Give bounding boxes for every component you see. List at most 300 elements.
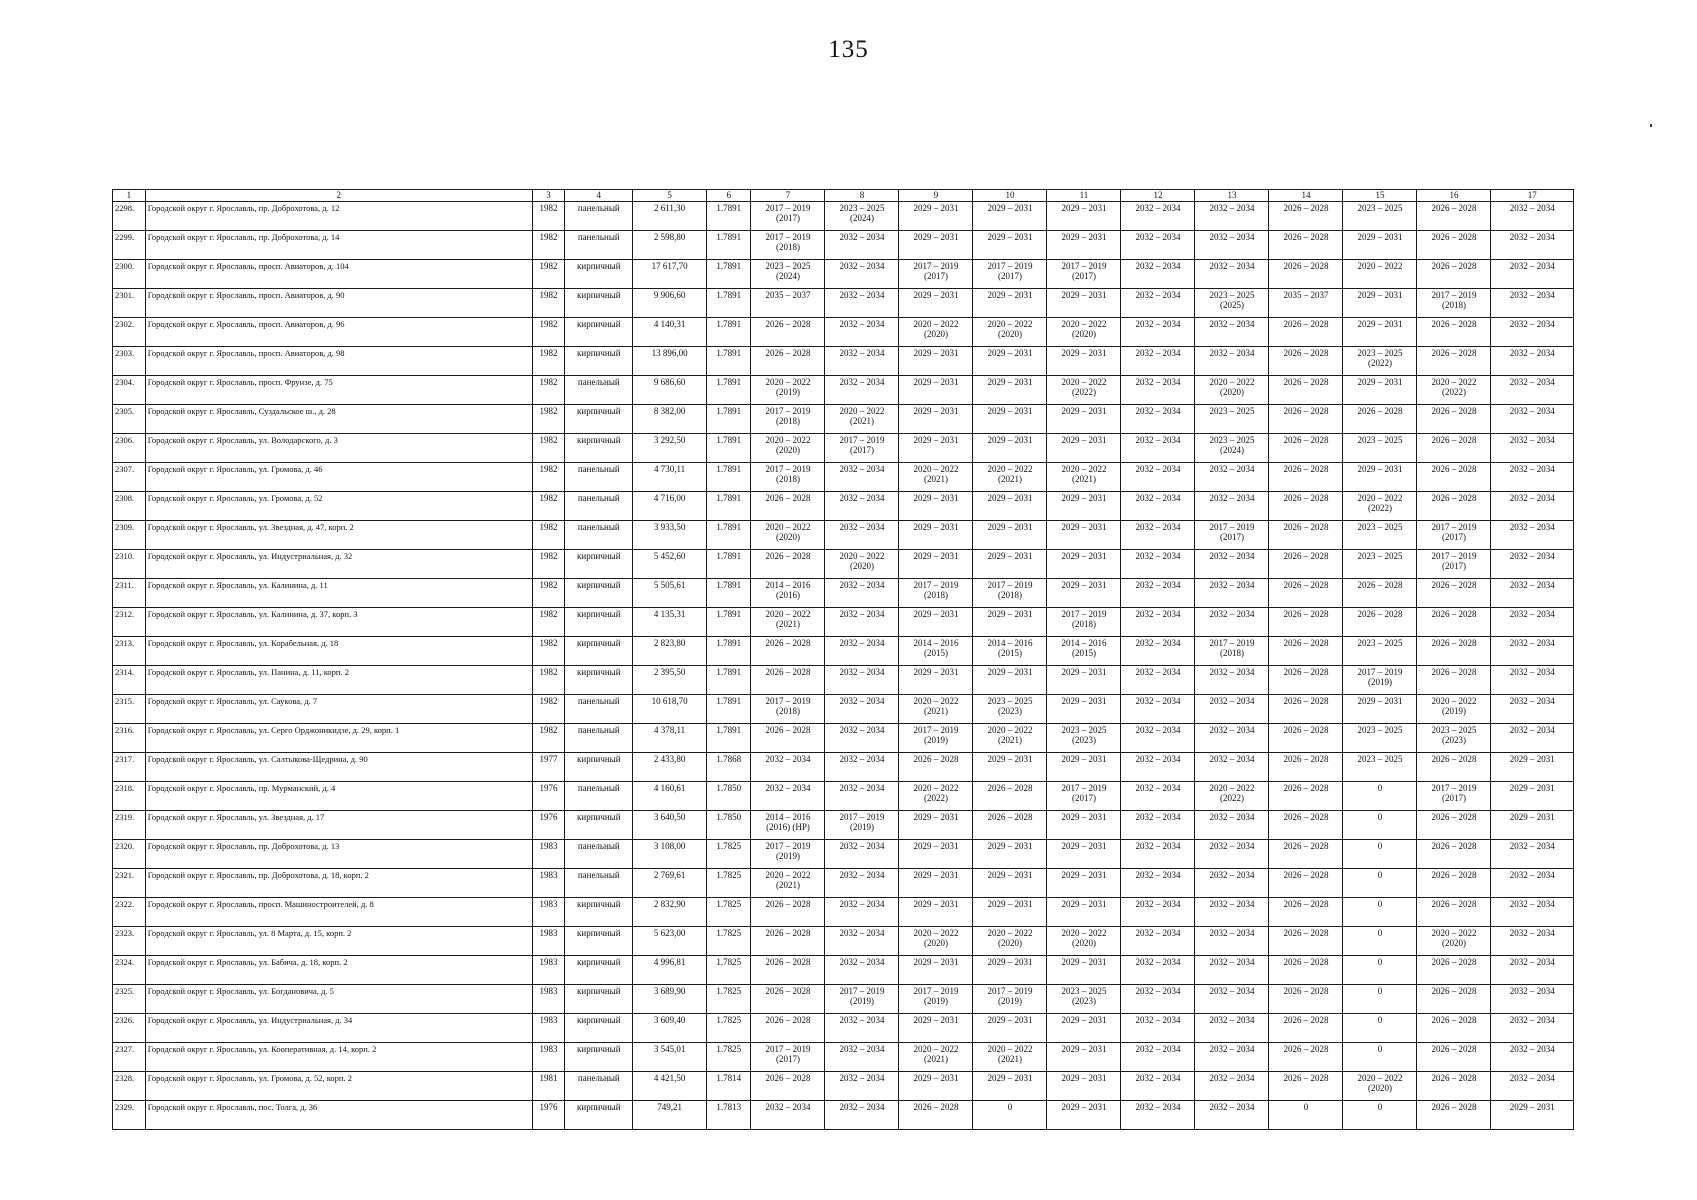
table-cell: панельный bbox=[565, 724, 633, 753]
table-cell: 2029 – 2031 bbox=[899, 869, 973, 898]
table-row bbox=[113, 898, 1574, 927]
table-cell: 2029 – 2031 bbox=[899, 231, 973, 260]
table-cell: 2029 – 2031 bbox=[1491, 1101, 1574, 1130]
table-cell: 2032 – 2034 bbox=[1195, 840, 1269, 869]
table-cell: 2026 – 2028 bbox=[1269, 202, 1343, 231]
table-cell: 1982 bbox=[532, 637, 565, 666]
table-cell: 2 769,61 bbox=[633, 869, 707, 898]
table-cell: 2032 – 2034 bbox=[825, 898, 899, 927]
table-cell: 2017 – 2019 (2017) bbox=[1417, 550, 1491, 579]
table-cell: 2035 – 2037 bbox=[1269, 289, 1343, 318]
table-cell: 2032 – 2034 bbox=[1491, 724, 1574, 753]
table-cell: 2029 – 2031 bbox=[1343, 289, 1417, 318]
table-cell: Городской округ г. Ярославль, просп. Авиаторов, д. 98 bbox=[145, 347, 532, 376]
table-cell: 2032 – 2034 bbox=[1195, 724, 1269, 753]
table-row bbox=[113, 1101, 1574, 1130]
header-row bbox=[113, 190, 1574, 202]
table-cell: 2032 – 2034 bbox=[1491, 695, 1574, 724]
table-cell: 2029 – 2031 bbox=[899, 811, 973, 840]
table-row bbox=[113, 231, 1574, 260]
table-cell: 2032 – 2034 bbox=[1121, 666, 1195, 695]
table-cell: 2298. bbox=[113, 202, 146, 231]
table-cell: 2032 – 2034 bbox=[1491, 927, 1574, 956]
table-cell: 2026 – 2028 bbox=[1269, 637, 1343, 666]
table-cell: 2029 – 2031 bbox=[1047, 840, 1121, 869]
table-cell: 2032 – 2034 bbox=[1121, 521, 1195, 550]
table-cell: 2032 – 2034 bbox=[1195, 318, 1269, 347]
table-cell: 2328. bbox=[113, 1072, 146, 1101]
column-header: 7 bbox=[751, 190, 825, 202]
table-cell: 2029 – 2031 bbox=[899, 347, 973, 376]
table-cell: 2026 – 2028 bbox=[1269, 521, 1343, 550]
table-cell: 2023 – 2025 (2023) bbox=[1417, 724, 1491, 753]
table-cell: 3 609,40 bbox=[633, 1014, 707, 1043]
table-cell: 2029 – 2031 bbox=[973, 898, 1047, 927]
table-cell: кирпичный bbox=[565, 405, 633, 434]
table-cell: 2032 – 2034 bbox=[1491, 1072, 1574, 1101]
table-cell: 2032 – 2034 bbox=[1121, 1101, 1195, 1130]
table-cell: 2032 – 2034 bbox=[751, 1101, 825, 1130]
table-row bbox=[113, 811, 1574, 840]
table-cell: 2029 – 2031 bbox=[899, 492, 973, 521]
table-cell: 2 433,80 bbox=[633, 753, 707, 782]
table-cell: 2032 – 2034 bbox=[1491, 898, 1574, 927]
table-cell: 1.7825 bbox=[707, 1014, 751, 1043]
table-cell: кирпичный bbox=[565, 637, 633, 666]
scan-speck bbox=[1650, 124, 1652, 127]
table-cell: 2029 – 2031 bbox=[1491, 811, 1574, 840]
table-cell: 1.7825 bbox=[707, 956, 751, 985]
table-cell: 2017 – 2019 (2018) bbox=[751, 231, 825, 260]
table-cell: 2306. bbox=[113, 434, 146, 463]
table-cell: 2032 – 2034 bbox=[751, 753, 825, 782]
table-cell: кирпичный bbox=[565, 434, 633, 463]
table-cell: 4 160,61 bbox=[633, 782, 707, 811]
table-cell: кирпичный bbox=[565, 318, 633, 347]
table-cell: 2029 – 2031 bbox=[1047, 521, 1121, 550]
table-cell: 1977 bbox=[532, 753, 565, 782]
table-cell: 2014 – 2016 (2015) bbox=[973, 637, 1047, 666]
table-cell: 2020 – 2022 (2020) bbox=[751, 434, 825, 463]
table-cell: 2026 – 2028 bbox=[1269, 695, 1343, 724]
table-cell: 2026 – 2028 bbox=[1269, 869, 1343, 898]
table-cell: 3 689,90 bbox=[633, 985, 707, 1014]
column-header: 17 bbox=[1491, 190, 1574, 202]
table-cell: 2026 – 2028 bbox=[899, 753, 973, 782]
table-cell: 2026 – 2028 bbox=[899, 1101, 973, 1130]
table-cell: 0 bbox=[973, 1101, 1047, 1130]
table-cell: 2032 – 2034 bbox=[1491, 956, 1574, 985]
table-cell: 2029 – 2031 bbox=[973, 492, 1047, 521]
table-cell: 1.7891 bbox=[707, 550, 751, 579]
table-cell: 4 716,00 bbox=[633, 492, 707, 521]
table-cell: 2 598,80 bbox=[633, 231, 707, 260]
table-cell: Городской округ г. Ярославль, ул. Индустриальная, д. 34 bbox=[145, 1014, 532, 1043]
table-cell: 2032 – 2034 bbox=[1491, 550, 1574, 579]
table-cell: 2032 – 2034 bbox=[1121, 811, 1195, 840]
table-cell: 2032 – 2034 bbox=[1195, 956, 1269, 985]
table-row bbox=[113, 1014, 1574, 1043]
table-cell: 1982 bbox=[532, 579, 565, 608]
table-row bbox=[113, 637, 1574, 666]
table-cell: 3 640,50 bbox=[633, 811, 707, 840]
table-row bbox=[113, 521, 1574, 550]
table-cell: 2017 – 2019 (2019) bbox=[899, 724, 973, 753]
table-cell: 2017 – 2019 (2018) bbox=[751, 463, 825, 492]
table-cell: Городской округ г. Ярославль, пр. Доброхотова, д. 12 bbox=[145, 202, 532, 231]
table-cell: 2029 – 2031 bbox=[973, 840, 1047, 869]
table-cell: 2029 – 2031 bbox=[1047, 202, 1121, 231]
table-cell: 0 bbox=[1343, 1101, 1417, 1130]
table-cell: 2322. bbox=[113, 898, 146, 927]
table-cell: 2026 – 2028 bbox=[1417, 202, 1491, 231]
table-cell: 2329. bbox=[113, 1101, 146, 1130]
table-cell: 2032 – 2034 bbox=[825, 637, 899, 666]
table-cell: 2026 – 2028 bbox=[1269, 666, 1343, 695]
table-cell: 2029 – 2031 bbox=[1343, 231, 1417, 260]
table-cell: 1982 bbox=[532, 695, 565, 724]
table-cell: 2316. bbox=[113, 724, 146, 753]
table-cell: Городской округ г. Ярославль, просп. Машиностроителей, д. 8 bbox=[145, 898, 532, 927]
table-cell: 2026 – 2028 bbox=[1417, 1014, 1491, 1043]
table-cell: 0 bbox=[1343, 869, 1417, 898]
table-cell: 2032 – 2034 bbox=[1491, 1043, 1574, 1072]
table-cell: 2026 – 2028 bbox=[751, 724, 825, 753]
table-cell: кирпичный bbox=[565, 579, 633, 608]
table-cell: 1.7891 bbox=[707, 434, 751, 463]
table-cell: 2026 – 2028 bbox=[1417, 579, 1491, 608]
table-cell: 2029 – 2031 bbox=[973, 376, 1047, 405]
table-cell: панельный bbox=[565, 463, 633, 492]
table-cell: кирпичный bbox=[565, 1101, 633, 1130]
table-cell: панельный bbox=[565, 231, 633, 260]
table-cell: 2029 – 2031 bbox=[899, 550, 973, 579]
table-cell: 2020 – 2022 (2022) bbox=[1343, 492, 1417, 521]
table-cell: 2032 – 2034 bbox=[1121, 260, 1195, 289]
table-cell: 2026 – 2028 bbox=[1417, 753, 1491, 782]
table-cell: 2026 – 2028 bbox=[1269, 463, 1343, 492]
table-cell: 2032 – 2034 bbox=[825, 289, 899, 318]
table-row bbox=[113, 579, 1574, 608]
table-cell: 2032 – 2034 bbox=[825, 231, 899, 260]
table-cell: 2326. bbox=[113, 1014, 146, 1043]
table-cell: 2026 – 2028 bbox=[751, 1014, 825, 1043]
table-cell: Городской округ г. Ярославль, просп. Авиаторов, д. 104 bbox=[145, 260, 532, 289]
table-cell: 1.7825 bbox=[707, 869, 751, 898]
table-cell: 2032 – 2034 bbox=[1491, 579, 1574, 608]
table-cell: 2026 – 2028 bbox=[1269, 898, 1343, 927]
table-cell: 2020 – 2022 (2020) bbox=[973, 927, 1047, 956]
table-cell: 2029 – 2031 bbox=[1343, 463, 1417, 492]
table-cell: 2032 – 2034 bbox=[1121, 550, 1195, 579]
table-cell: 2032 – 2034 bbox=[1121, 318, 1195, 347]
table-cell: Городской округ г. Ярославль, ул. Саукова, д. 7 bbox=[145, 695, 532, 724]
table-cell: 1982 bbox=[532, 376, 565, 405]
table-cell: 2023 – 2025 (2024) bbox=[1195, 434, 1269, 463]
housing-repair-schedule-table bbox=[112, 189, 1574, 1130]
table-cell: 1982 bbox=[532, 231, 565, 260]
table-cell: 2032 – 2034 bbox=[1195, 985, 1269, 1014]
table-cell: 2032 – 2034 bbox=[1491, 521, 1574, 550]
column-header: 11 bbox=[1047, 190, 1121, 202]
table-cell: 1982 bbox=[532, 260, 565, 289]
table-cell: 0 bbox=[1269, 1101, 1343, 1130]
table-cell: Городской округ г. Ярославль, ул. Бабича, д. 18, корп. 2 bbox=[145, 956, 532, 985]
table-cell: 2032 – 2034 bbox=[825, 579, 899, 608]
table-cell: 2017 – 2019 (2017) bbox=[751, 1043, 825, 1072]
table-row bbox=[113, 724, 1574, 753]
table-cell: 2303. bbox=[113, 347, 146, 376]
table-cell: 2026 – 2028 bbox=[1269, 318, 1343, 347]
table-cell: 2 395,50 bbox=[633, 666, 707, 695]
table-cell: 2032 – 2034 bbox=[1195, 231, 1269, 260]
table-cell: 2315. bbox=[113, 695, 146, 724]
table-cell: 2032 – 2034 bbox=[1121, 579, 1195, 608]
table-cell: 5 623,00 bbox=[633, 927, 707, 956]
table-row bbox=[113, 608, 1574, 637]
table-cell: Городской округ г. Ярославль, ул. Звездная, д. 47, корп. 2 bbox=[145, 521, 532, 550]
table-cell: 2029 – 2031 bbox=[1047, 1101, 1121, 1130]
table-cell: 2029 – 2031 bbox=[899, 405, 973, 434]
table-cell: 1982 bbox=[532, 405, 565, 434]
table-cell: 1.7868 bbox=[707, 753, 751, 782]
table-cell: 4 730,11 bbox=[633, 463, 707, 492]
table-cell: 2032 – 2034 bbox=[825, 463, 899, 492]
table-cell: 1976 bbox=[532, 811, 565, 840]
table-cell: 2026 – 2028 bbox=[751, 927, 825, 956]
table-cell: 2029 – 2031 bbox=[973, 869, 1047, 898]
table-cell: 1.7891 bbox=[707, 608, 751, 637]
table-cell: 1982 bbox=[532, 521, 565, 550]
table-cell: 2032 – 2034 bbox=[1195, 1014, 1269, 1043]
table-cell: 2029 – 2031 bbox=[973, 666, 1047, 695]
table-row bbox=[113, 753, 1574, 782]
table-cell: 2032 – 2034 bbox=[1195, 260, 1269, 289]
table-cell: Городской округ г. Ярославль, ул. Корабельная, д. 18 bbox=[145, 637, 532, 666]
table-cell: 4 421,50 bbox=[633, 1072, 707, 1101]
table-cell: 2032 – 2034 bbox=[1491, 434, 1574, 463]
table-cell: 2026 – 2028 bbox=[1417, 492, 1491, 521]
table-cell: 0 bbox=[1343, 898, 1417, 927]
table-cell: 3 545,01 bbox=[633, 1043, 707, 1072]
table-cell: 2014 – 2016 (2016) bbox=[751, 579, 825, 608]
table-cell: 2020 – 2022 (2020) bbox=[973, 318, 1047, 347]
table-cell: 2026 – 2028 bbox=[1417, 318, 1491, 347]
table-cell: 2308. bbox=[113, 492, 146, 521]
table-cell: 749,21 bbox=[633, 1101, 707, 1130]
table-cell: 2017 – 2019 (2019) bbox=[825, 811, 899, 840]
table-cell: 1.7891 bbox=[707, 405, 751, 434]
table-cell: 2017 – 2019 (2019) bbox=[973, 985, 1047, 1014]
table-cell: 8 382,00 bbox=[633, 405, 707, 434]
table-cell: 2026 – 2028 bbox=[751, 347, 825, 376]
table-cell: 2032 – 2034 bbox=[825, 1014, 899, 1043]
table-cell: 2032 – 2034 bbox=[825, 608, 899, 637]
table-cell: 2017 – 2019 (2018) bbox=[751, 695, 825, 724]
table-cell: 2026 – 2028 bbox=[751, 637, 825, 666]
table-cell: 2029 – 2031 bbox=[899, 956, 973, 985]
table-cell: 2026 – 2028 bbox=[1269, 753, 1343, 782]
table-cell: 2032 – 2034 bbox=[825, 927, 899, 956]
table-row bbox=[113, 869, 1574, 898]
table-cell: 2 823,80 bbox=[633, 637, 707, 666]
table-cell: 2029 – 2031 bbox=[1047, 1072, 1121, 1101]
table-cell: 2020 – 2022 (2020) bbox=[1047, 927, 1121, 956]
table-cell: кирпичный bbox=[565, 289, 633, 318]
table-cell: панельный bbox=[565, 202, 633, 231]
table-cell: 2026 – 2028 bbox=[1417, 463, 1491, 492]
table-cell: Городской округ г. Ярославль, ул. Салтыкова-Щедрина, д. 90 bbox=[145, 753, 532, 782]
table-cell: 2026 – 2028 bbox=[1343, 608, 1417, 637]
table-cell: 1.7825 bbox=[707, 840, 751, 869]
table-cell: 1982 bbox=[532, 347, 565, 376]
table-cell: 2017 – 2019 (2017) bbox=[899, 260, 973, 289]
table-cell: 0 bbox=[1343, 840, 1417, 869]
column-header: 16 bbox=[1417, 190, 1491, 202]
column-header: 4 bbox=[565, 190, 633, 202]
table-cell: 0 bbox=[1343, 927, 1417, 956]
table-cell: 2020 – 2022 (2020) bbox=[899, 927, 973, 956]
table-cell: 2029 – 2031 bbox=[1047, 579, 1121, 608]
table-cell: 2314. bbox=[113, 666, 146, 695]
table-cell: 2032 – 2034 bbox=[1121, 724, 1195, 753]
table-cell: 2023 – 2025 bbox=[1195, 405, 1269, 434]
table-cell: 1.7825 bbox=[707, 898, 751, 927]
table-cell: 2032 – 2034 bbox=[825, 347, 899, 376]
table-cell: 1.7891 bbox=[707, 724, 751, 753]
table-cell: 2029 – 2031 bbox=[899, 202, 973, 231]
table-row bbox=[113, 782, 1574, 811]
table-cell: 2017 – 2019 (2018) bbox=[1417, 289, 1491, 318]
table-cell: 2026 – 2028 bbox=[1417, 898, 1491, 927]
table-row bbox=[113, 376, 1574, 405]
table-cell: 1.7891 bbox=[707, 695, 751, 724]
table-cell: 9 906,60 bbox=[633, 289, 707, 318]
table-cell: 2026 – 2028 bbox=[751, 898, 825, 927]
column-header: 8 bbox=[825, 190, 899, 202]
table-cell: 2020 – 2022 (2021) bbox=[899, 1043, 973, 1072]
table-cell: 2026 – 2028 bbox=[751, 492, 825, 521]
table-cell: 2319. bbox=[113, 811, 146, 840]
table-cell: 2032 – 2034 bbox=[1121, 1072, 1195, 1101]
table-cell: 2324. bbox=[113, 956, 146, 985]
table-cell: 2029 – 2031 bbox=[973, 550, 1047, 579]
table-cell: 2026 – 2028 bbox=[1269, 782, 1343, 811]
table-cell: 2327. bbox=[113, 1043, 146, 1072]
table-cell: 2026 – 2028 bbox=[1343, 579, 1417, 608]
table-cell: 1.7891 bbox=[707, 666, 751, 695]
table-cell: 2032 – 2034 bbox=[1121, 1014, 1195, 1043]
table-cell: 2029 – 2031 bbox=[899, 898, 973, 927]
table-cell: 2020 – 2022 (2021) bbox=[1047, 463, 1121, 492]
table-cell: 2029 – 2031 bbox=[1343, 318, 1417, 347]
table-cell: 2032 – 2034 bbox=[1195, 1072, 1269, 1101]
table-cell: 2023 – 2025 bbox=[1343, 637, 1417, 666]
table-cell: 1982 bbox=[532, 608, 565, 637]
table-cell: 2029 – 2031 bbox=[1491, 753, 1574, 782]
table-cell: 0 bbox=[1343, 1014, 1417, 1043]
table-cell: 1.7814 bbox=[707, 1072, 751, 1101]
table-row bbox=[113, 434, 1574, 463]
table-cell: 2032 – 2034 bbox=[1121, 956, 1195, 985]
table-cell: 4 378,11 bbox=[633, 724, 707, 753]
table-cell: 2032 – 2034 bbox=[1121, 492, 1195, 521]
table-cell: 2020 – 2022 (2021) bbox=[899, 695, 973, 724]
table-cell: 2029 – 2031 bbox=[1491, 782, 1574, 811]
table-cell: 2029 – 2031 bbox=[973, 202, 1047, 231]
table-cell: 2029 – 2031 bbox=[973, 521, 1047, 550]
table-cell: 2026 – 2028 bbox=[1269, 347, 1343, 376]
table-cell: 17 617,70 bbox=[633, 260, 707, 289]
table-cell: 2032 – 2034 bbox=[1195, 898, 1269, 927]
table-row bbox=[113, 666, 1574, 695]
table-cell: 2029 – 2031 bbox=[899, 1014, 973, 1043]
table-cell: 1982 bbox=[532, 434, 565, 463]
table-cell: 2032 – 2034 bbox=[1121, 289, 1195, 318]
table-cell: кирпичный bbox=[565, 1043, 633, 1072]
table-cell: Городской округ г. Ярославль, пр. Доброхотова, д. 18, корп. 2 bbox=[145, 869, 532, 898]
table-cell: 2026 – 2028 bbox=[751, 666, 825, 695]
table-cell: 2023 – 2025 (2022) bbox=[1343, 347, 1417, 376]
table-cell: 2026 – 2028 bbox=[1417, 666, 1491, 695]
table-row bbox=[113, 1043, 1574, 1072]
table-cell: 2023 – 2025 bbox=[1343, 724, 1417, 753]
table-cell: Городской округ г. Ярославль, пр. Доброхотова, д. 13 bbox=[145, 840, 532, 869]
table-cell: 2026 – 2028 bbox=[1269, 840, 1343, 869]
table-cell: 1.7825 bbox=[707, 985, 751, 1014]
table-cell: 2029 – 2031 bbox=[1047, 898, 1121, 927]
table-cell: 2029 – 2031 bbox=[1047, 811, 1121, 840]
column-header: 5 bbox=[633, 190, 707, 202]
table-cell: Городской округ г. Ярославль, Суздальское ш., д. 28 bbox=[145, 405, 532, 434]
table-cell: 2032 – 2034 bbox=[825, 1072, 899, 1101]
table-cell: 2029 – 2031 bbox=[1343, 376, 1417, 405]
table-cell: 2032 – 2034 bbox=[1491, 985, 1574, 1014]
table-cell: 2029 – 2031 bbox=[973, 289, 1047, 318]
table-cell: 1.7825 bbox=[707, 1043, 751, 1072]
table-cell: кирпичный bbox=[565, 985, 633, 1014]
table-cell: 1976 bbox=[532, 782, 565, 811]
table-cell: 2032 – 2034 bbox=[1195, 869, 1269, 898]
table-cell: 2017 – 2019 (2017) bbox=[751, 202, 825, 231]
table-cell: 2 611,30 bbox=[633, 202, 707, 231]
table-cell: 2032 – 2034 bbox=[1195, 608, 1269, 637]
table-cell: 2026 – 2028 bbox=[1269, 405, 1343, 434]
table-cell: 2032 – 2034 bbox=[1121, 608, 1195, 637]
table-cell: 2020 – 2022 (2021) bbox=[825, 405, 899, 434]
table-cell: 1982 bbox=[532, 724, 565, 753]
table-cell: 2026 – 2028 bbox=[1269, 1072, 1343, 1101]
table-cell: 1.7891 bbox=[707, 492, 751, 521]
table-cell: 2312. bbox=[113, 608, 146, 637]
table-cell: 3 292,50 bbox=[633, 434, 707, 463]
table-cell: 2032 – 2034 bbox=[1195, 579, 1269, 608]
table-cell: 1.7825 bbox=[707, 927, 751, 956]
table-cell: 2014 – 2016 (2016) (НР) bbox=[751, 811, 825, 840]
table-cell: Городской округ г. Ярославль, ул. Звездная, д. 17 bbox=[145, 811, 532, 840]
table-cell: 1.7891 bbox=[707, 260, 751, 289]
table-cell: 2026 – 2028 bbox=[751, 318, 825, 347]
table-row bbox=[113, 492, 1574, 521]
table-cell: 2029 – 2031 bbox=[1047, 1043, 1121, 1072]
table-cell: 2029 – 2031 bbox=[973, 231, 1047, 260]
table-cell: 2032 – 2034 bbox=[1121, 898, 1195, 927]
table-cell: 2023 – 2025 bbox=[1343, 202, 1417, 231]
table-cell: 2032 – 2034 bbox=[1491, 637, 1574, 666]
table-cell: 2026 – 2028 bbox=[1269, 231, 1343, 260]
table-cell: 2026 – 2028 bbox=[751, 985, 825, 1014]
table-cell: 2026 – 2028 bbox=[1417, 956, 1491, 985]
